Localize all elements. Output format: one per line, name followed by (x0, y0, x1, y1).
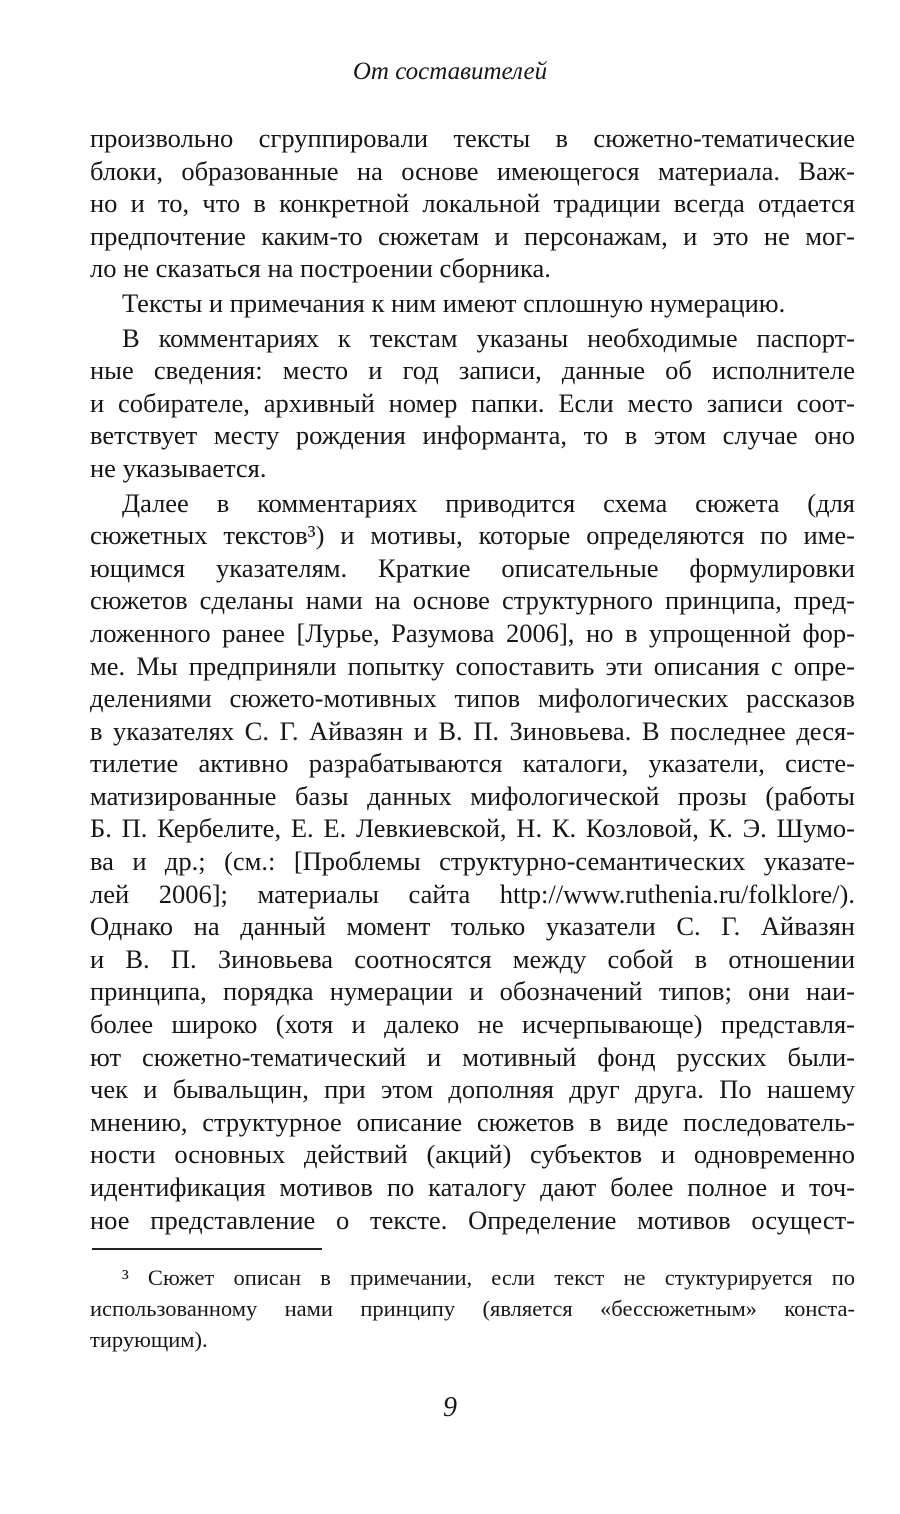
paragraph (90, 322, 855, 485)
text-line: ные сведения: место и год записи, данные об исполнителе (90, 355, 855, 386)
text-line: Далее в комментариях приводится схема сюжета (для (122, 487, 855, 518)
text-line: предпочтение каким-то сюжетам и персонажам, и это не мог- (90, 220, 855, 251)
running-header: От составителей (352, 58, 548, 85)
footnote (90, 1262, 855, 1355)
text-line: делениями сюжето-мотивных типов мифологических рассказов (90, 683, 855, 714)
text-line: мнению, структурное описание сюжетов в виде последователь- (90, 1106, 855, 1137)
page-number: 9 (443, 1392, 457, 1423)
text-line: и В. П. Зиновьева соотносятся между собой в отношении (90, 943, 855, 974)
footnote-line: использованному нами принципу (является «бессюжетным» конста- (90, 1296, 855, 1321)
text-line: в указателях С. Г. Айвазян и В. П. Зиновьева. В последнее деся- (90, 715, 855, 746)
text-line: ности основных действий (акций) субъектов и одновременно (90, 1139, 855, 1170)
footnote-line: ³ Сюжет описан в примечании, если текст не стуктурируется по (122, 1265, 855, 1290)
text-line: ло не сказаться на построении сборника. (90, 253, 551, 284)
text-line: Б. П. Кербелите, Е. Е. Левкиевской, Н. К. Козловой, К. Э. Шумо- (90, 813, 855, 844)
text-line: более широко (хотя и далеко не исчерпывающе) представля- (90, 1009, 855, 1040)
text-line: блоки, образованные на основе имеющегося материала. Важ- (90, 155, 855, 186)
footnote-divider (92, 1248, 322, 1250)
text-line: ложенного ранее [Лурье, Разумова 2006], но в упрощенной фор- (90, 617, 855, 648)
text-line: В комментариях к текстам указаны необходимые паспорт- (122, 322, 855, 353)
text-line: ме. Мы предприняли попытку сопоставить эти описания с опре- (90, 650, 855, 681)
main-text (90, 122, 855, 1238)
text-line: тилетие активно разрабатываются каталоги, указатели, систе- (90, 748, 855, 779)
text-line: чек и бывальщин, при этом дополняя друг друга. По нашему (90, 1074, 855, 1105)
paragraph (90, 122, 855, 285)
text-line: лей 2006]; материалы сайта http://www.ruthenia.ru/folklore/). (90, 878, 855, 909)
text-line: матизированные базы данных мифологической прозы (работы (90, 780, 855, 811)
text-line: произвольно сгруппировали тексты в сюжетно-тематические (90, 123, 855, 153)
text-line: ветствует месту рождения информанта, то в этом случае оно (90, 420, 855, 451)
text-line: идентификация мотивов по каталогу дают более полное и точ- (90, 1172, 855, 1202)
text-line: не указывается. (90, 452, 267, 483)
text-line: Тексты и примечания к ним имеют сплошную нумерацию. (122, 287, 786, 318)
paragraph (90, 287, 855, 320)
text-line: но и то, что в конкретной локальной традиции всегда отдается (90, 188, 855, 219)
text-line: и собирателе, архивный номер папки. Если место записи соот- (90, 387, 855, 418)
text-line: сюжетных текстов³) и мотивы, которые определяются по име- (90, 520, 855, 551)
text-line: ют сюжетно-тематический и мотивный фонд русских были- (90, 1041, 855, 1072)
text-line: принципа, порядка нумерации и обозначений типов; они наи- (90, 976, 855, 1007)
text-line: Однако на данный момент только указатели С. Г. Айвазян (90, 911, 855, 942)
text-line: ное представление о тексте. Определение мотивов осущест- (90, 1204, 855, 1235)
text-line: сюжетов сделаны нами на основе структурного принципа, пред- (90, 585, 855, 616)
footnote-line: тирующим). (90, 1327, 208, 1352)
text-line: ющимся указателям. Краткие описательные формулировки (90, 552, 855, 583)
text-line: ва и др.; (см.: [Проблемы структурно-семантических указате- (90, 846, 855, 877)
paragraph (90, 487, 855, 1237)
